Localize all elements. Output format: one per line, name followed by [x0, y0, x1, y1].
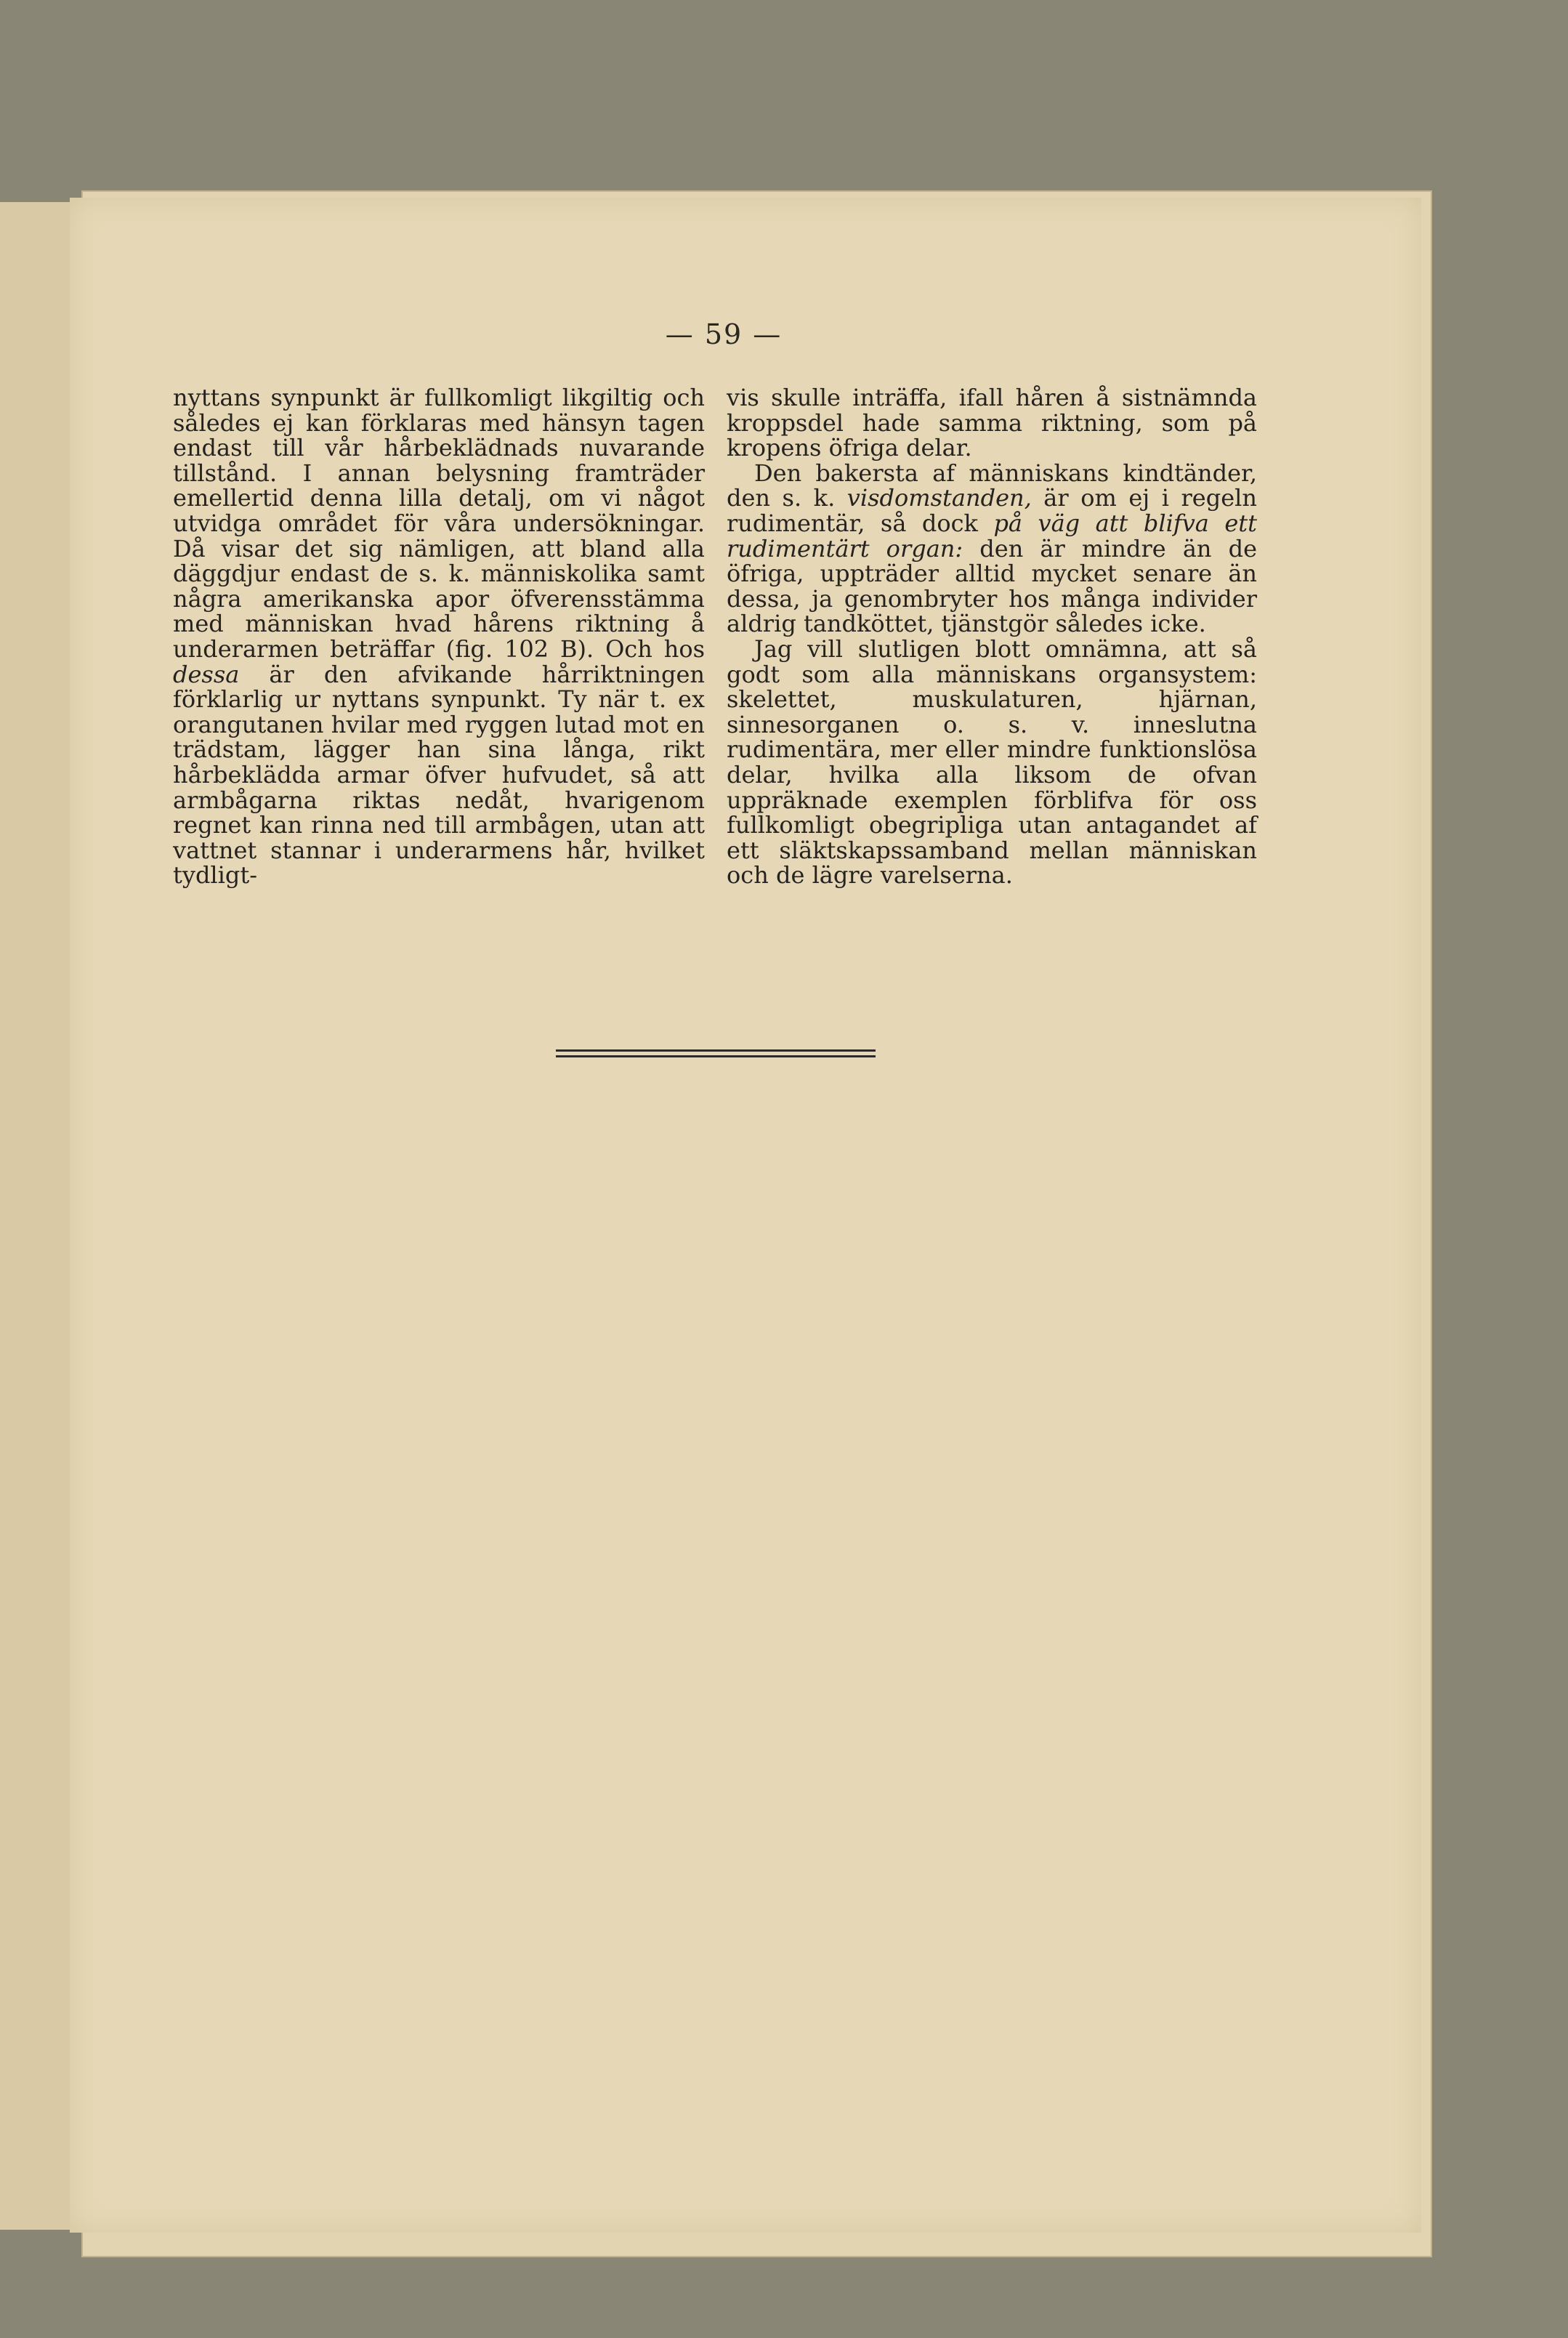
paragraph-text: är om ej i regeln rudimentär, så dock: [727, 484, 1258, 537]
paragraph-text: den är mindre än de öfriga, uppträder alltid mycket senare än dessa, ja genombryter hos många individer aldrig tandköttet, tjänstgör således icke.: [727, 534, 1258, 638]
paragraph: [727, 461, 1257, 637]
page-number: — 59 —: [665, 318, 783, 350]
paragraph: vis skulle inträffa, ifall håren å sistnämnda kroppsdel hade samma riktning, som på kropens öfriga delar.: [727, 384, 1257, 462]
section-end-double-rule: [556, 1049, 876, 1058]
paragraph-text: Den bakersta af människans kindtänder, den s. k.: [727, 459, 1257, 512]
facing-page-edge: [0, 202, 75, 2230]
paragraph-text: är den afvikande hårriktningen förklarlig ur nyttans synpunkt. Ty när t. ex orangutanen hvilar med ryggen lutad mot en trädstam, lägger han sina långa, rikt hårbeklädda armar öfver hufvudet, så att armbågarna riktas nedåt, hvarigenom regnet kan rinna ned till armbågen, utan att vattnet stannar i underarmens hår, hvilket tydligt-: [173, 660, 705, 890]
right-text-column: [727, 385, 1257, 888]
rule-line: [556, 1049, 876, 1052]
rule-line: [556, 1055, 876, 1057]
paragraph: Jag vill slutligen blott omnämna, att så godt som alla människans organsystem: skelettet, muskulaturen, hjärnan, sinnesorganen o. s. v. inneslutna rudimentära, mer eller mindre funktionslösa delar, hvilka alla liksom de ofvan uppräknade exemplen förblifva för oss fullkomligt obegripliga utan antagandet af ett släktskapssamband mellan människan och de lägre varelserna.: [727, 634, 1257, 890]
emphasis-text: dessa: [173, 660, 240, 688]
paragraph: [173, 385, 705, 888]
left-text-column: [173, 385, 705, 888]
paragraph-text: nyttans synpunkt är fullkomligt likgiltig och således ej kan förklaras med hänsyn tagen endast till vår hårbeklädnads nuvarande tillstånd. I annan belysning framträder emellertid denna lilla detalj, om vi något utvidga området för våra undersökningar. Då visar det sig nämligen, att bland alla däggdjur endast de s. k. människolika samt några amerikanska apor öfverensstämma med människan hvad hårens riktning å underarmen beträffar (fig. 102 B). Och hos: [173, 384, 705, 663]
emphasis-text: på väg att blifva ett rudimentärt organ:: [727, 509, 1258, 563]
emphasis-text: visdomstanden,: [846, 484, 1032, 512]
